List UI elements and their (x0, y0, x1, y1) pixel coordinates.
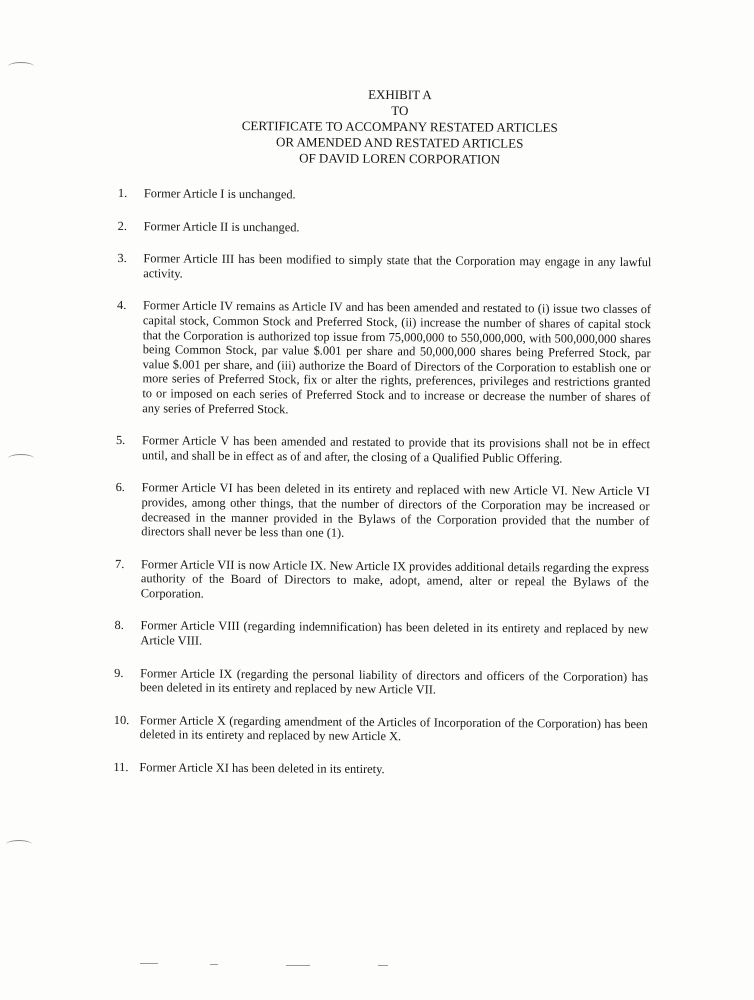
item-number: 11. (113, 760, 129, 775)
scan-artifact (378, 965, 388, 966)
exhibit-title: EXHIBIT A (368, 86, 432, 103)
exhibit-to: TO (391, 102, 409, 119)
list-item (113, 760, 647, 779)
list-item (115, 480, 649, 543)
scan-artifact (286, 965, 310, 966)
item-number: 7. (114, 556, 125, 571)
punch-hole-mark-middle (8, 454, 34, 463)
item-number: 10. (113, 712, 130, 727)
certificate-title-line2: OR AMENDED AND RESTATED ARTICLES (275, 134, 524, 151)
list-item (115, 557, 649, 605)
item-number: 4. (117, 298, 127, 313)
list-item (114, 618, 648, 651)
item-text: Former Article III has been modified to simply state that the Corporation may engage in any lawful activity. (143, 251, 652, 281)
list-item (116, 298, 651, 419)
list-item (118, 186, 652, 205)
scan-artifact (140, 963, 158, 964)
article-list (113, 186, 652, 797)
item-number: 6. (115, 480, 125, 495)
list-item (117, 251, 651, 284)
item-text: Former Article XI has been deleted in its entirety. (139, 760, 385, 777)
punch-hole-mark-top (8, 62, 34, 71)
item-text: Former Article VIII (regarding indemnification) has been deleted in its entirety and replaced by new Article VIII. (140, 618, 649, 648)
list-item (118, 219, 652, 238)
item-number: 8. (114, 618, 124, 633)
certificate-title-line3: OF DAVID LOREN CORPORATION (299, 150, 501, 167)
item-number: 5. (115, 433, 126, 448)
item-text: Former Article VI has been deleted in its entirety and replaced with new Article VI. New Article VI provides, among other things, that the number of directors of the Corporation may be increased or decreased in the manner provided in the Bylaws of the Corporation provided that the number of directors shall never be less than one (1). (141, 480, 650, 540)
punch-hole-mark-bottom (6, 840, 32, 849)
item-number: 9. (114, 665, 124, 680)
item-text: Former Article II is unchanged. (143, 218, 300, 235)
item-text: Former Article IV remains as Article IV and has been amended and restated to (i) issue two classes of capital stock, Common Stock and Preferred Stock, (ii) increase the number of shares of capital stock that the Corporation is authorized top issue from 75,000,000 to 550,000,000, with 500,000,000 shares being Common Stock, par value $.001 per share and 50,000,000 shares being Preferred Stock, par value $.001 per share, and (iii) authorize the Board of Directors of the Corporation to establish one or more series of Preferred Stock, fix or alter the rights, preferences, privileges and restrictions granted to or imposed on each series of Preferred Stock and to increase or decrease the number of shares of any series of Preferred Stock. (142, 298, 652, 416)
list-item (114, 666, 648, 699)
item-text: Former Article I is unchanged. (143, 186, 296, 202)
item-text: Former Article IX (regarding the personal liability of directors and officers of the Corporation) has been deleted in its entirety and replaced by new Article VII. (140, 665, 649, 697)
list-item (116, 433, 650, 466)
list-item (114, 713, 648, 746)
item-number: 3. (117, 251, 127, 266)
item-text: Former Article V has been amended and restated to provide that its provisions shall not be in effect until, and shall be in effect as of and after, the closing of a Qualified Public Offering. (141, 433, 651, 466)
item-number: 1. (117, 186, 128, 201)
scan-artifact (210, 964, 218, 965)
item-text: Former Article VII is now Article IX. New Article IX provides additional details regarding the express authority of the Board of Directors to make, adopt, amend, alter or repeal the Bylaws of the Corporation. (140, 556, 650, 601)
item-text: Former Article X (regarding amendment of the Articles of Incorporation of the Corporation) has been deleted in its entirety and replaced by new Article X. (139, 713, 648, 744)
certificate-title-line1: CERTIFICATE TO ACCOMPANY RESTATED ARTICLES (241, 118, 558, 136)
item-number: 2. (117, 218, 128, 233)
exhibit-header (230, 86, 570, 168)
